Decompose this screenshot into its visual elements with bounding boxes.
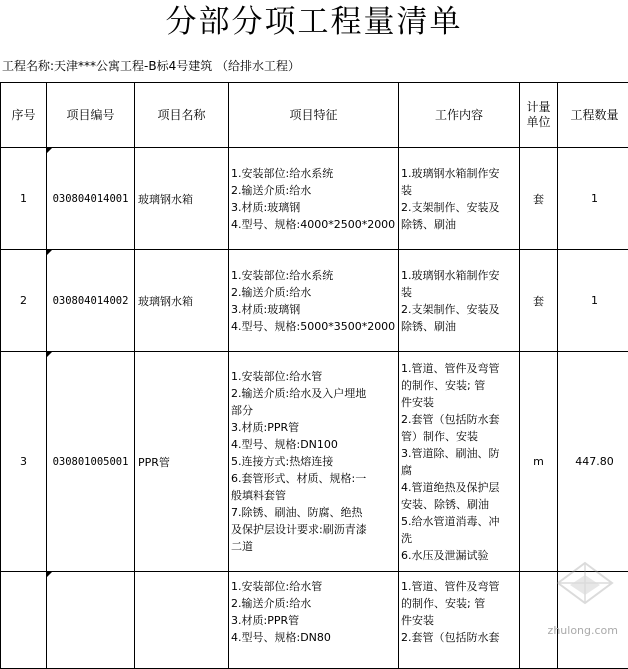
comment-marker-icon	[47, 148, 52, 153]
cell-qty: 1	[558, 250, 628, 352]
table-row	[1, 250, 628, 352]
comment-marker-icon	[47, 352, 52, 357]
header-qty: 工程数量	[558, 83, 628, 148]
cell-features: 1.安装部位:给水管 2.输送介质:给水 3.材质:PPR管 4.型号、规格:DN80	[229, 572, 399, 669]
cell-name: 玻璃钢水箱	[135, 148, 229, 250]
cell-code: 030801005001	[47, 352, 135, 572]
comment-marker-icon	[47, 572, 52, 577]
table-row	[1, 352, 628, 572]
cell-seq	[1, 572, 47, 669]
bill-of-quantities-table	[0, 82, 628, 669]
header-unit-line: 单位	[520, 115, 557, 130]
cell-work: 1.玻璃钢水箱制作安 装 2.支架制作、安装及 除锈、刷油	[399, 250, 520, 352]
cell-code: 030804014001	[47, 148, 135, 250]
cell-qty: 447.80	[558, 352, 628, 572]
table-row	[1, 148, 628, 250]
cell-features: 1.安装部位:给水系统 2.输送介质:给水 3.材质:玻璃钢 4.型号、规格:5000*3500*2000	[229, 250, 399, 352]
header-unit-line: 计量	[520, 100, 557, 115]
cell-work: 1.管道、管件及弯管 的制作、安装; 管 件安装 2.套管（包括防水套 管）制作、安装 3.管道除、刷油、防 腐 4.管道绝热及保护层 安装、除锈、刷油 5.给水管道消毒、冲 洗 6.水压及泄漏试验	[399, 352, 520, 572]
cell-name: 玻璃钢水箱	[135, 250, 229, 352]
cell-unit: m	[520, 352, 558, 572]
header-seq: 序号	[1, 83, 47, 148]
project-name-line: 工程名称:天津***公寓工程-B标4号建筑 （给排水工程）	[2, 58, 300, 74]
watermark-text: zhulong.com	[548, 624, 618, 637]
cell-name	[135, 572, 229, 669]
header-features: 项目特征	[229, 83, 399, 148]
cell-features: 1.安装部位:给水管 2.输送介质:给水及入户埋地 部分 3.材质:PPR管 4.型号、规格:DN100 5.连接方式:热熔连接 6.套管形式、材质、规格:一 般填料套管 7.除锈、刷油、防腐、绝热 及保护层设计要求:刷沥青漆 二道	[229, 352, 399, 572]
page-title: 分部分项工程量清单	[0, 0, 628, 44]
cell-name: PPR管	[135, 352, 229, 572]
table-header-row	[1, 83, 628, 148]
header-code: 项目编号	[47, 83, 135, 148]
header-unit	[520, 83, 558, 148]
cell-code: 030804014002	[47, 250, 135, 352]
building-logo-icon	[550, 561, 620, 621]
cell-code	[47, 572, 135, 669]
table-row	[1, 572, 628, 669]
header-work: 工作内容	[399, 83, 520, 148]
cell-work: 1.玻璃钢水箱制作安 装 2.支架制作、安装及 除锈、刷油	[399, 148, 520, 250]
cell-unit: 套	[520, 148, 558, 250]
cell-seq: 1	[1, 148, 47, 250]
cell-seq: 3	[1, 352, 47, 572]
comment-marker-icon	[47, 250, 52, 255]
cell-work: 1.管道、管件及弯管 的制作、安装; 管 件安装 2.套管（包括防水套	[399, 572, 520, 669]
cell-unit: 套	[520, 250, 558, 352]
cell-seq: 2	[1, 250, 47, 352]
cell-features: 1.安装部位:给水系统 2.输送介质:给水 3.材质:玻璃钢 4.型号、规格:4000*2500*2000	[229, 148, 399, 250]
cell-qty: 1	[558, 148, 628, 250]
header-name: 项目名称	[135, 83, 229, 148]
